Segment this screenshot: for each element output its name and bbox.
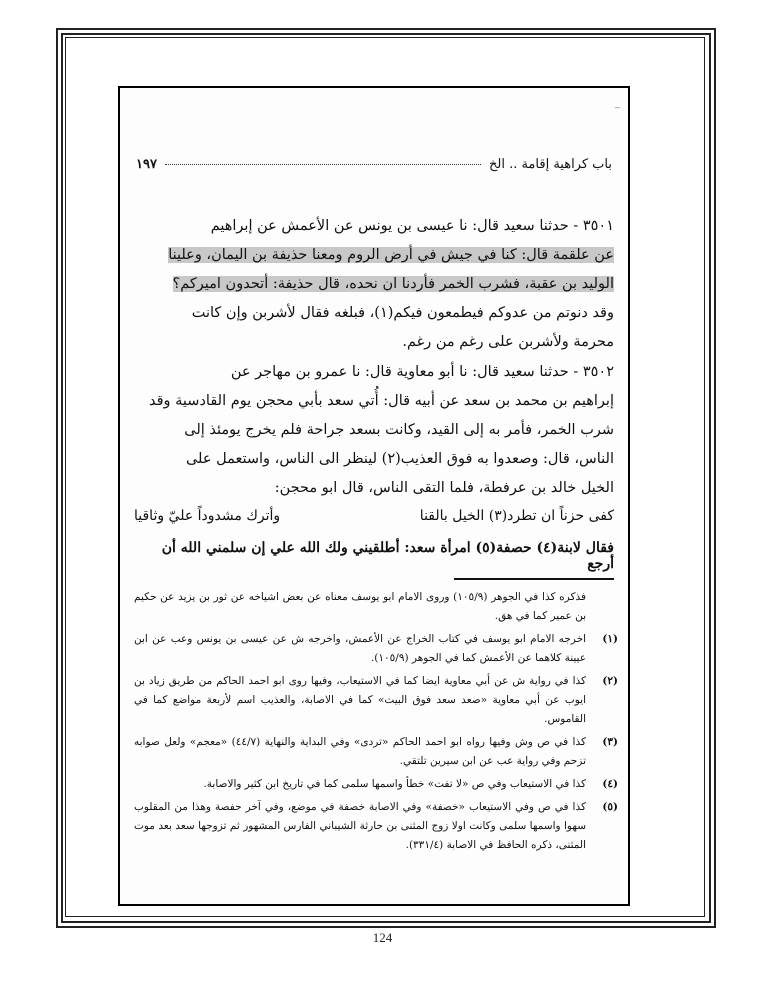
text-line: محرمة ولأشربن على رغم من رغم. xyxy=(402,334,614,350)
page-number: 124 xyxy=(372,930,393,945)
text-line: شرب الخمر، فأمر به إلى القيد، وكانت بسعد جراحة فلم يخرج يومئذ إلى xyxy=(184,422,614,438)
text-line: ٣٥٠٢ - حدثنا سعيد قال: نا أبو معاوية قال: نا عمرو بن مهاجر عن xyxy=(230,364,614,380)
footnote-number: (٢) xyxy=(602,675,618,687)
footnote-text: كذا في رواية ش عن أبي معاوية ايضا كما في الاستيعاب، وفيها روى ابو احمد الحاكم من طريق زياد بن ايوب عن أبي معاوية «صعد سعد فوق البيت» كما في الاصابة، والعذيب اسم لأربعة مواضع كما في القاموس. xyxy=(134,675,586,725)
footnote-item xyxy=(134,588,618,626)
footnote-text: كذا في ص وش وفيها رواه ابو احمد الحاكم «تردى» وفي البداية والنهاية (٤٤/٧) «معجم» ولعل صوابه تزحم وفي رواية عب عن ابن سيرين تلتقي. xyxy=(134,736,586,767)
verse-continuation: فقال لابنة(٤) حصفة(٥) امرأة سعد: أطلقيني ولك الله علي إن سلمني الله أن أرجع xyxy=(161,540,614,572)
footnote-item xyxy=(134,798,618,855)
text-line: وقد دنوتم من عدوكم فيطمعون فيكم(١)، فبلغه فقال لأشربن وإن كانت xyxy=(191,305,614,321)
margin-mark: _ xyxy=(615,98,620,109)
text-line: الخيل خالد بن عرفطة، فلما التقى الناس، قال ابو محجن: xyxy=(274,480,614,496)
footnote-number: (١) xyxy=(602,633,618,645)
verse-hemistich-left: وأترك مشدوداً عليّ وثاقيا xyxy=(134,508,281,524)
footnote-item xyxy=(134,733,618,771)
footnotes xyxy=(134,588,618,859)
text-line: الناس، قال: وصعدوا به فوق العذيب(٢) لينظر الى الناس، واستعمل على xyxy=(185,451,614,467)
footnote-text: فذكره كذا في الجوهر (١٠٥/٩) وروى الامام ابو يوسف معناه عن بعض اشياخه عن ثور بن يزيد عن حكيم بن عمير كما في هق. xyxy=(134,591,586,622)
text-line-highlighted: عن علقمة قال: كنا في جيش في أرض الروم ومعنا حذيفة بن اليمان، وعلينا xyxy=(168,247,614,263)
hadith-3502 xyxy=(134,358,614,503)
footnote-item xyxy=(134,672,618,729)
hadith-3501 xyxy=(134,212,614,357)
footnote-divider xyxy=(454,578,614,580)
footnote-text: اخرجه الامام ابو يوسف في كتاب الخراج عن الأعمش، واخرجه ش عن عيسى بن يونس وعب عن ابن عيينة كلاهما عن الأعمش كما في الجوهر (١٠٥/٩). xyxy=(134,633,586,664)
footnote-number: (٤) xyxy=(602,778,618,790)
header-dotted-rule xyxy=(165,163,481,165)
footnote-text: كذا في الاستيعاب وفي ص «لا تفت» خطأ واسمها سلمى كما في تاريخ ابن كثير والاصابة. xyxy=(203,778,586,790)
text-line: إبراهيم بن محمد بن سعد عن أبيه قال: أُتي سعد بأبي محجن يوم القادسية وقد xyxy=(149,393,614,409)
footnote-number: (٣) xyxy=(602,736,618,748)
footnote-number xyxy=(592,588,618,626)
chapter-title: باب كراهية إقامة .. الخ xyxy=(488,156,612,172)
verse-hemistich-right: كفى حزناً ان تطرد(٣) الخيل بالقنا xyxy=(419,508,614,524)
footnote-item xyxy=(134,775,618,794)
running-header xyxy=(136,152,612,176)
footnote-number: (٥) xyxy=(602,801,618,813)
text-line-highlighted: الوليد بن عقبة، فشرب الخمر فأردنا ان نحده، قال حذيفة: أتحدون اميركم؟ xyxy=(172,276,614,292)
source-page-ref: ١٩٧ xyxy=(136,156,157,172)
scanned-page xyxy=(118,86,630,906)
text-line: ٣٥٠١ - حدثنا سعيد قال: نا عيسى بن يونس عن الأعمش عن إبراهيم xyxy=(210,218,614,234)
poem-verse xyxy=(134,508,614,524)
footnote-item xyxy=(134,630,618,668)
footnote-text: كذا في ص وفي الاستيعاب «خصفة» وفي الاصابة خصفة في موضع، وفي آخر حفصة وهذا من المقلوب سهوا واسمها سلمى وكانت اولا زوج المثنى بن حارثة الشيباني الفارس المشهور ثم تزوجها سعد بعد موت المثنى، ذكره الحافظ في الاصابة (٣٣١/٤). xyxy=(134,801,586,851)
